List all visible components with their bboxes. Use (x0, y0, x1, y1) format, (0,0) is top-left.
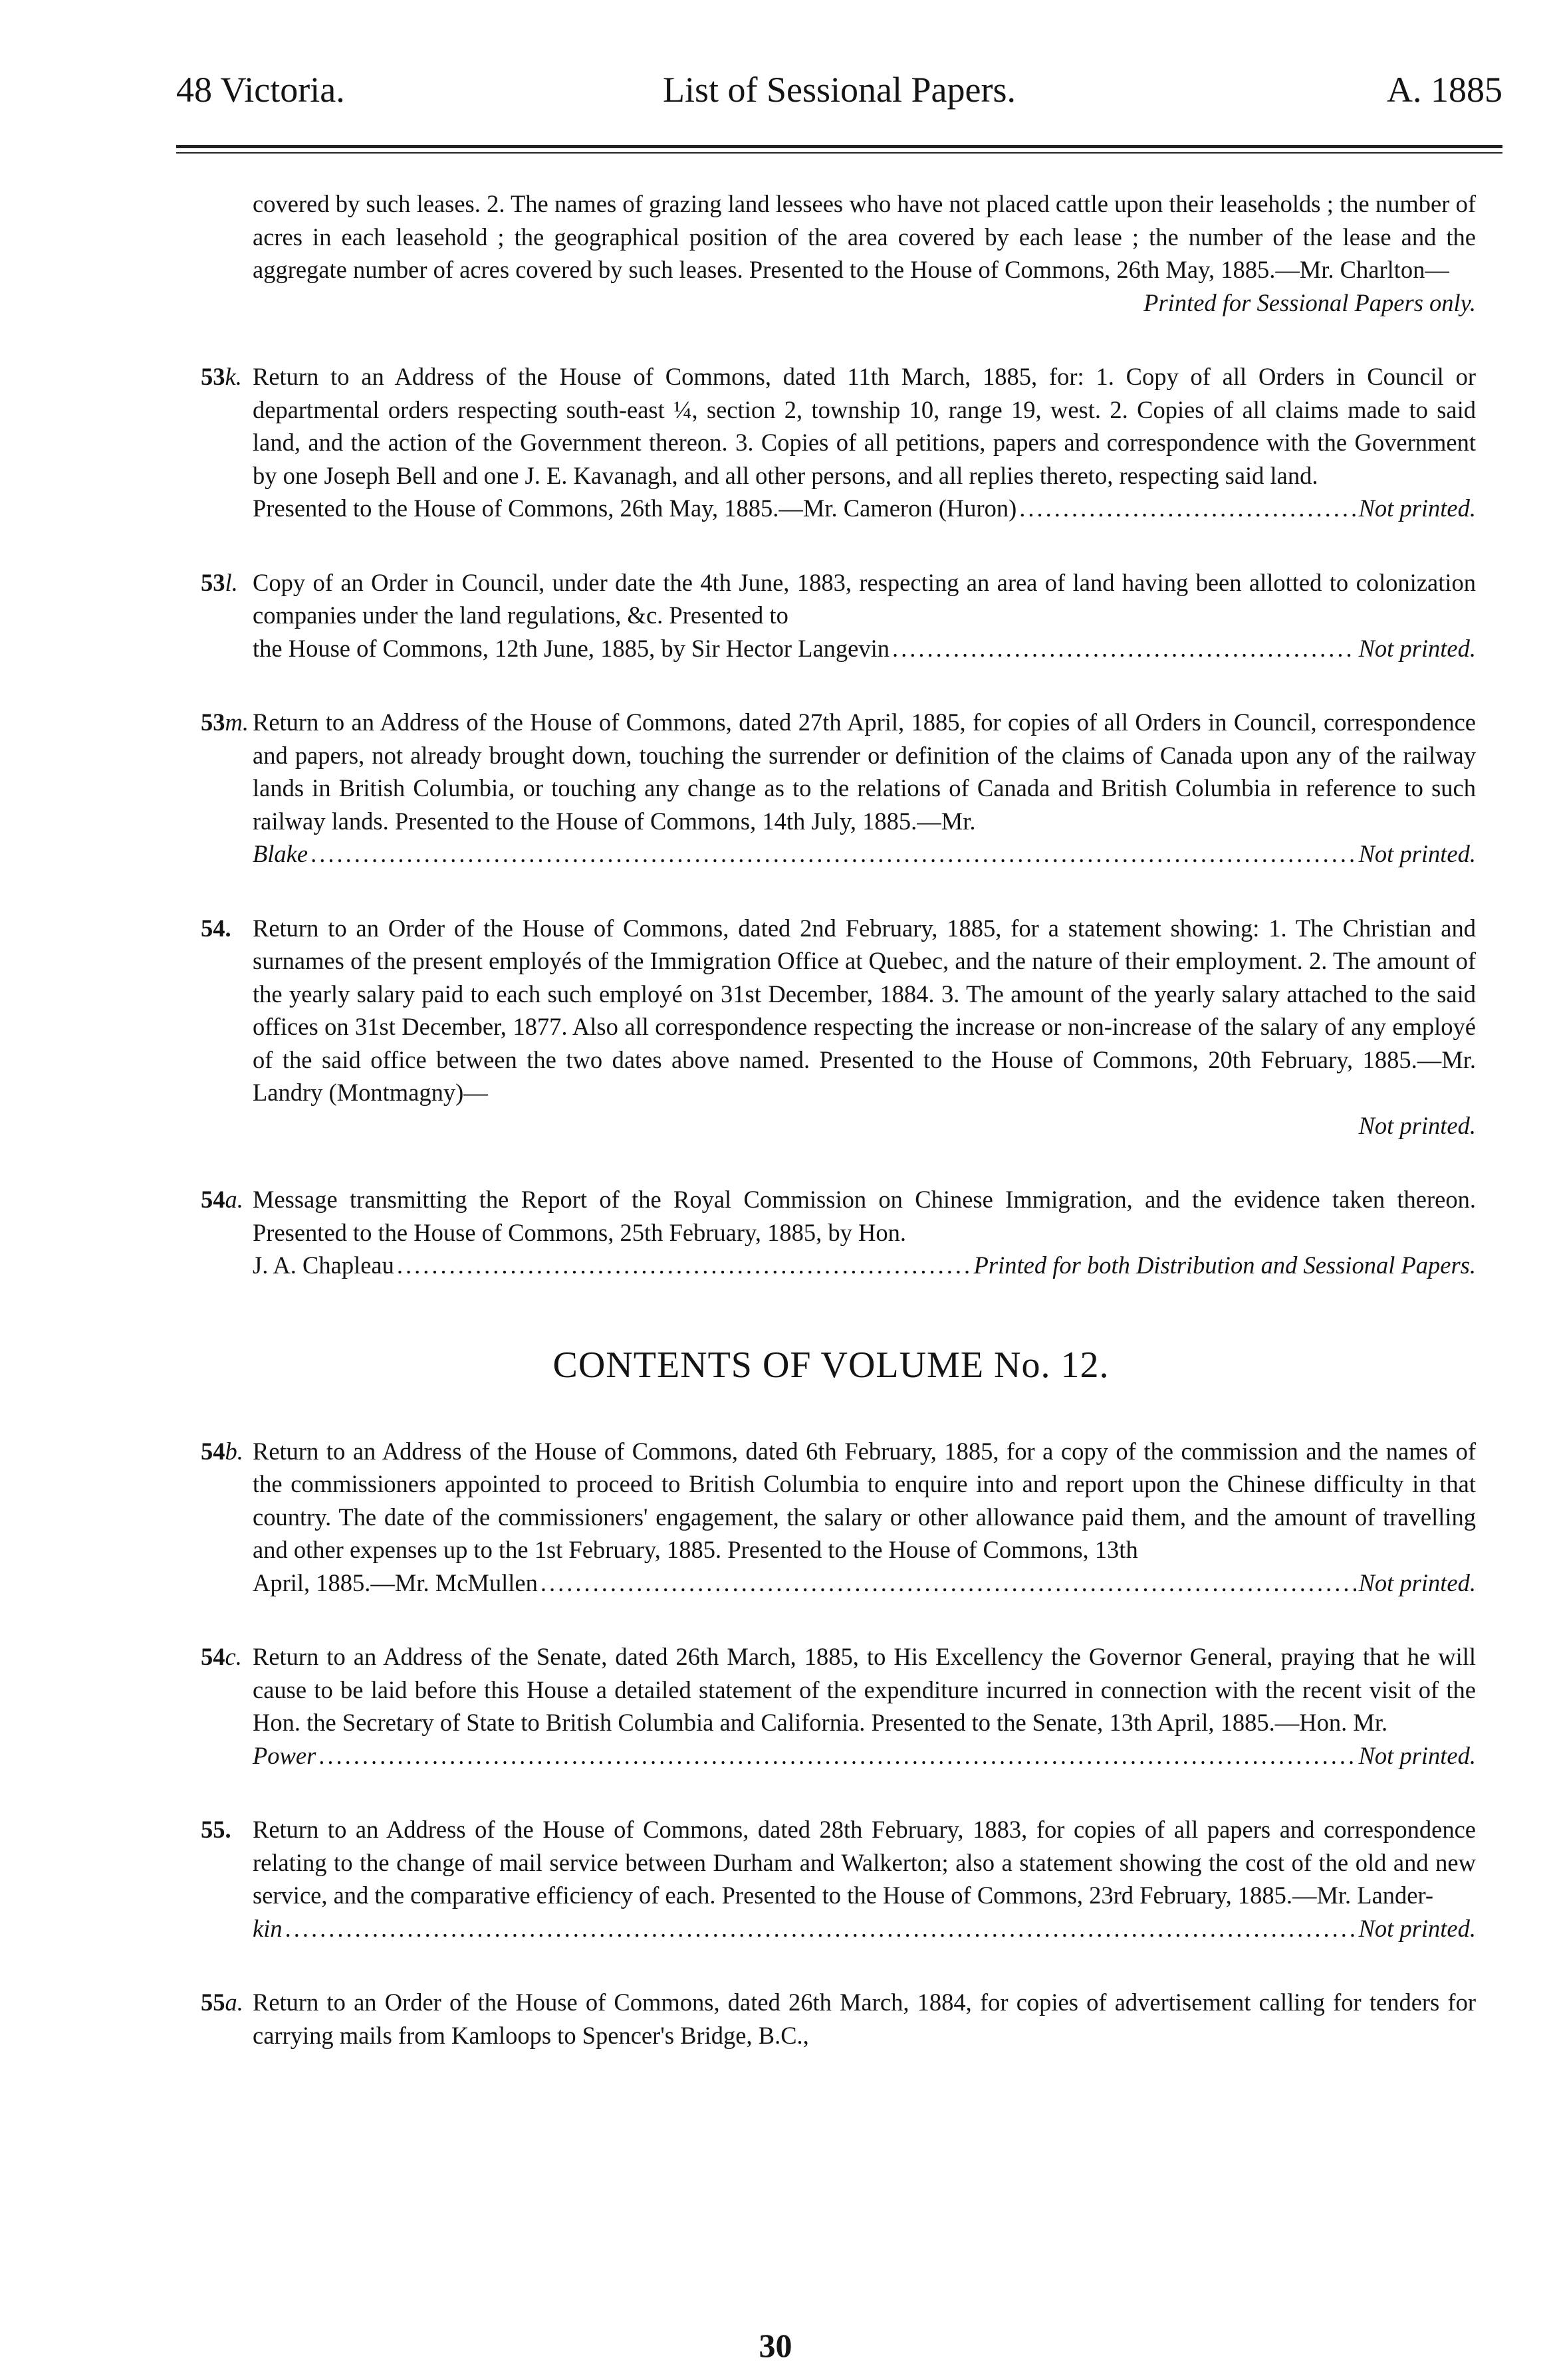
entry-number: 54c. (201, 1643, 242, 1670)
header-rule-thin (176, 152, 1502, 154)
entry-leader-line: the House of Commons, 12th June, 1885, by Sir Hector Langevin ..... Not printed. (253, 632, 1476, 665)
header-rule-thick (176, 145, 1502, 148)
entry-53m (201, 706, 1476, 871)
entry-status: Printed for both Distribution and Sessional Papers. (973, 1251, 1476, 1279)
entry-number: 55a. (201, 1989, 243, 2016)
entry-54 (201, 912, 1476, 1142)
entry-leader-line: J. A. Chapleau ..... Printed for both Distribution and Sessional Papers. (253, 1249, 1476, 1282)
entry-text: Return to an Order of the House of Commons, dated 2nd February, 1885, for a statement showing: 1. The Christian and surnames of the present employés of the Immigration Office at Quebec, and the nature of their employment. 2. The amount of the yearly salary paid to each such employé on 31st December, 1884. 3. The amount of the yearly salary attached to the said offices on 31st December, 1877. Also all correspondence respecting the increase or non-increase of the salary of any employé of the said office between the two dates above named. Presented to the House of Commons, 20th February, 1885.—Mr. Landry (Montmagny)— (253, 914, 1476, 1106)
entry-leader-line: kin ..... Not printed. (253, 1912, 1476, 1945)
entry-54c (201, 1640, 1476, 1772)
entry-status: Printed for Sessional Papers only. (1143, 288, 1476, 316)
entry-continuation (253, 187, 1476, 319)
entry-leader-line: Presented to the House of Commons, 26th May, 1885.—Mr. Cameron (Huron) ..... Not printed. (253, 492, 1476, 525)
entry-54a (201, 1183, 1476, 1282)
entry-55a (201, 1986, 1476, 2052)
entry-status: Not printed. (1358, 634, 1476, 662)
entry-number: 54b. (201, 1437, 243, 1465)
entry-53k (201, 360, 1476, 525)
header-session: 48 Victoria. (176, 70, 345, 110)
entry-53l (201, 566, 1476, 665)
entry-text: covered by such leases. 2. The names of grazing land lessees who have not placed cattle upon their leaseholds ; the number of acres in each leasehold ; the geographical position of the area covered by each lease ; the number of the lease and the aggregate number of acres covered by such leases. Presented to the House of Commons, 26th May, 1885.—Mr. Charlton— (253, 190, 1476, 283)
contents-heading: CONTENTS OF VOLUME No. 12. (552, 1344, 1110, 1386)
entry-number: 53m. (201, 708, 249, 736)
entry-status: Not printed. (1358, 494, 1476, 522)
entry-number: 53l. (201, 568, 238, 596)
header-title: List of Sessional Papers. (663, 70, 1016, 110)
entry-text: Return to an Address of the House of Commons, dated 28th February, 1883, for copies of all papers and correspondence relating to the change of mail service between Durham and Walkerton; also a statement showing the cost of the old and new service, and the comparative efficiency of each. Presented to the House of Commons, 23rd February, 1885.—Mr. Lander- (253, 1816, 1476, 1909)
entry-number: 55. (201, 1816, 231, 1843)
entry-status: Not printed. (1358, 1914, 1476, 1942)
page-number: 30 (759, 2327, 792, 2364)
entry-leader-line: April, 1885.—Mr. McMullen ..... Not printed. (253, 1567, 1476, 1600)
entry-text: Return to an Order of the House of Commons, dated 26th March, 1884, for copies of advertisement calling for tenders for carrying mails from Kamloops to Spencer's Bridge, B.C., (253, 1989, 1476, 2049)
entry-leader-line: Power ..... Not printed. (253, 1739, 1476, 1773)
entry-55 (201, 1813, 1476, 1945)
entry-number: 54a. (201, 1186, 243, 1213)
entry-status: Not printed. (1358, 1741, 1476, 1769)
entry-number: 54. (201, 914, 231, 942)
entry-text: Copy of an Order in Council, under date the 4th June, 1883, respecting an area of land having been allotted to colonization companies under the land regulations, &c. Presented to (253, 568, 1476, 629)
document-body (201, 187, 1476, 2052)
entry-status: Not printed. (1358, 1111, 1476, 1139)
header-year: A. 1885 (1387, 70, 1502, 110)
entry-text: Return to an Address of the House of Commons, dated 27th April, 1885, for copies of all Orders in Council, correspondence and papers, not already brought down, touching the surrender or definition of the claims of Canada upon any of the railway lands in British Columbia, or touching any change as to the relations of Canada and British Columbia in reference to such railway lands. Presented to the House of Commons, 14th July, 1885.—Mr. (253, 708, 1476, 835)
entry-54b (201, 1435, 1476, 1600)
entry-text: Return to an Address of the House of Commons, dated 11th March, 1885, for: 1. Copy of all Orders in Council or departmental orders respecting south-east ¼, section 2, township 10, range 19, west. 2. Copies of all claims made to said land, and the action of the Government thereon. 3. Copies of all petitions, papers and correspondence with the Government by one Joseph Bell and one J. E. Kavanagh, and all other persons, and all replies thereto, respecting said land. (253, 363, 1476, 489)
entry-status: Not printed. (1358, 840, 1476, 867)
running-header (176, 63, 1502, 116)
entry-number: 53k. (201, 363, 242, 390)
entry-leader-line: Blake ..... Not printed. (253, 837, 1476, 871)
entry-text: Message transmitting the Report of the Royal Commission on Chinese Immigration, and the evidence taken thereon. Presented to the House of Commons, 25th February, 1885, by Hon. (253, 1186, 1476, 1246)
entry-text: Return to an Address of the House of Commons, dated 6th February, 1885, for a copy of the commission and the names of the commissioners appointed to proceed to British Columbia to enquire into and report upon the Chinese difficulty in that country. The date of the commissioners' engagement, the salary or other allowance paid them, and the amount of travelling and other expenses up to the 1st February, 1885. Presented to the House of Commons, 13th (253, 1437, 1476, 1563)
entry-text: Return to an Address of the Senate, dated 26th March, 1885, to His Excellency the Governor General, praying that he will cause to be laid before this House a detailed statement of the expenditure incurred in connection with the recent visit of the Hon. the Secretary of State to British Columbia and California. Presented to the Senate, 13th April, 1885.—Hon. Mr. (253, 1643, 1476, 1736)
entry-status: Not printed. (1358, 1569, 1476, 1596)
